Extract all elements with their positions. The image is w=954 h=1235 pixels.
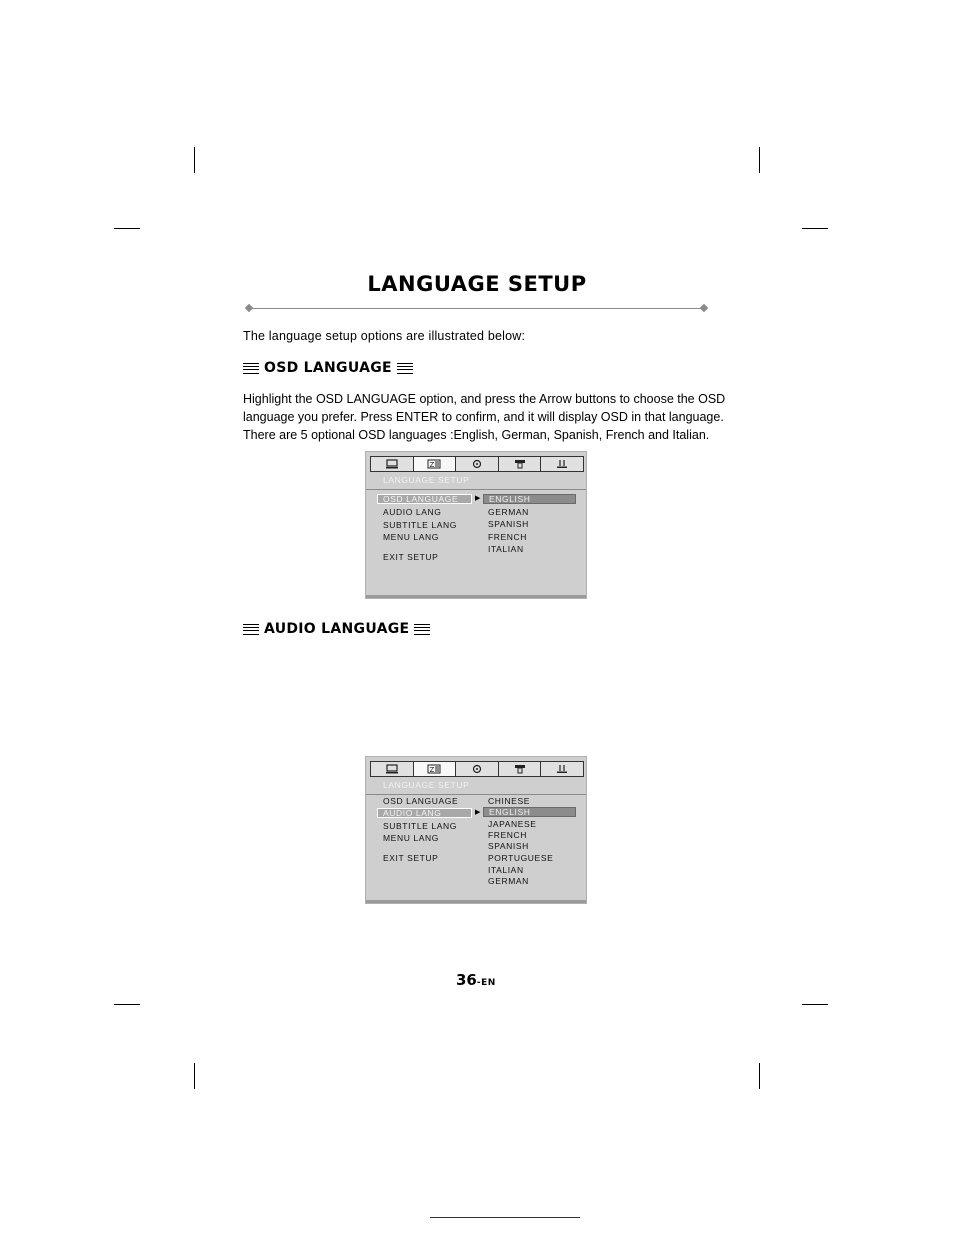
footer-rule (430, 1217, 580, 1218)
menu-exit-setup[interactable]: EXIT SETUP (383, 552, 439, 562)
menu-menu-lang[interactable]: MENU LANG (383, 532, 439, 542)
rule-diamond-right (700, 304, 708, 312)
preference-icon[interactable] (541, 457, 583, 471)
video-icon[interactable] (499, 457, 542, 471)
heading-bars-icon (397, 363, 413, 374)
option-portuguese[interactable]: PORTUGUESE (488, 853, 554, 863)
page-number (456, 971, 496, 989)
crop-mark (194, 1063, 195, 1089)
crop-mark (114, 1004, 140, 1005)
osd-divider (366, 489, 586, 490)
section-heading-text: OSD LANGUAGE (264, 360, 392, 376)
page-number-suffix: -EN (476, 978, 496, 988)
page-title: LANGUAGE SETUP (367, 272, 587, 296)
option-french[interactable]: FRENCH (488, 532, 528, 542)
osd-screen-2 (365, 756, 587, 904)
option-german[interactable]: GERMAN (488, 507, 529, 517)
pointer-arrow-icon: ▶ (475, 495, 481, 502)
osd-paragraph: Highlight the OSD LANGUAGE option, and press the Arrow buttons to choose the OSD language you prefer. Press ENTER to confirm, and it will display OSD in that language. There are 5 optional OSD languages :English, German, Spanish, French and Italian. (243, 392, 726, 442)
osd-bottom-bar (366, 595, 586, 598)
option-japanese[interactable]: JAPANESE (488, 819, 537, 829)
audio-icon[interactable] (456, 457, 499, 471)
osd-tab-bar (370, 456, 584, 472)
heading-bars-icon (414, 624, 430, 635)
video-icon[interactable] (499, 762, 542, 776)
monitor-icon[interactable] (371, 457, 414, 471)
osd-tab-bar (370, 761, 584, 777)
option-italian[interactable]: ITALIAN (488, 865, 524, 875)
option-chinese[interactable]: CHINESE (488, 796, 530, 806)
heading-bars-icon (243, 624, 259, 635)
osd-header: LANGUAGE SETUP (383, 475, 470, 485)
crop-mark (759, 147, 760, 173)
intro-text: The language setup options are illustrated below: (243, 329, 526, 343)
menu-osd-language[interactable]: OSD LANGUAGE (377, 494, 472, 504)
option-german[interactable]: GERMAN (488, 876, 529, 886)
menu-exit-setup[interactable]: EXIT SETUP (383, 853, 439, 863)
monitor-icon[interactable] (371, 762, 414, 776)
section-heading-text: AUDIO LANGUAGE (264, 621, 410, 637)
audio-icon[interactable] (456, 762, 499, 776)
crop-mark (802, 1004, 828, 1005)
section-heading-audio (243, 621, 430, 637)
menu-audio-lang[interactable]: AUDIO LANG (383, 507, 442, 517)
crop-mark (759, 1063, 760, 1089)
svg-text:Z: Z (429, 461, 436, 469)
menu-menu-lang[interactable]: MENU LANG (383, 833, 439, 843)
language-icon[interactable] (414, 762, 457, 776)
menu-osd-language[interactable]: OSD LANGUAGE (383, 796, 459, 806)
page-number-value: 36 (456, 971, 477, 989)
option-english[interactable]: ENGLISH (483, 807, 576, 817)
preference-icon[interactable] (541, 762, 583, 776)
menu-audio-lang[interactable]: AUDIO LANG (377, 808, 472, 818)
option-english[interactable]: ENGLISH (483, 494, 576, 504)
crop-mark (194, 147, 195, 173)
section-heading-osd (243, 360, 413, 376)
language-icon[interactable] (414, 457, 457, 471)
svg-text:Z: Z (429, 766, 436, 774)
osd-bottom-bar (366, 900, 586, 903)
menu-subtitle-lang[interactable]: SUBTITLE LANG (383, 520, 457, 530)
title-rule (249, 308, 704, 309)
osd-screen-1 (365, 451, 587, 599)
heading-bars-icon (243, 363, 259, 374)
osd-header: LANGUAGE SETUP (383, 780, 470, 790)
option-french[interactable]: FRENCH (488, 830, 528, 840)
crop-mark (114, 228, 140, 229)
option-spanish[interactable]: SPANISH (488, 519, 529, 529)
osd-divider (366, 794, 586, 795)
pointer-arrow-icon: ▶ (475, 809, 481, 816)
crop-mark (802, 228, 828, 229)
option-spanish[interactable]: SPANISH (488, 841, 529, 851)
option-italian[interactable]: ITALIAN (488, 544, 524, 554)
menu-subtitle-lang[interactable]: SUBTITLE LANG (383, 821, 457, 831)
